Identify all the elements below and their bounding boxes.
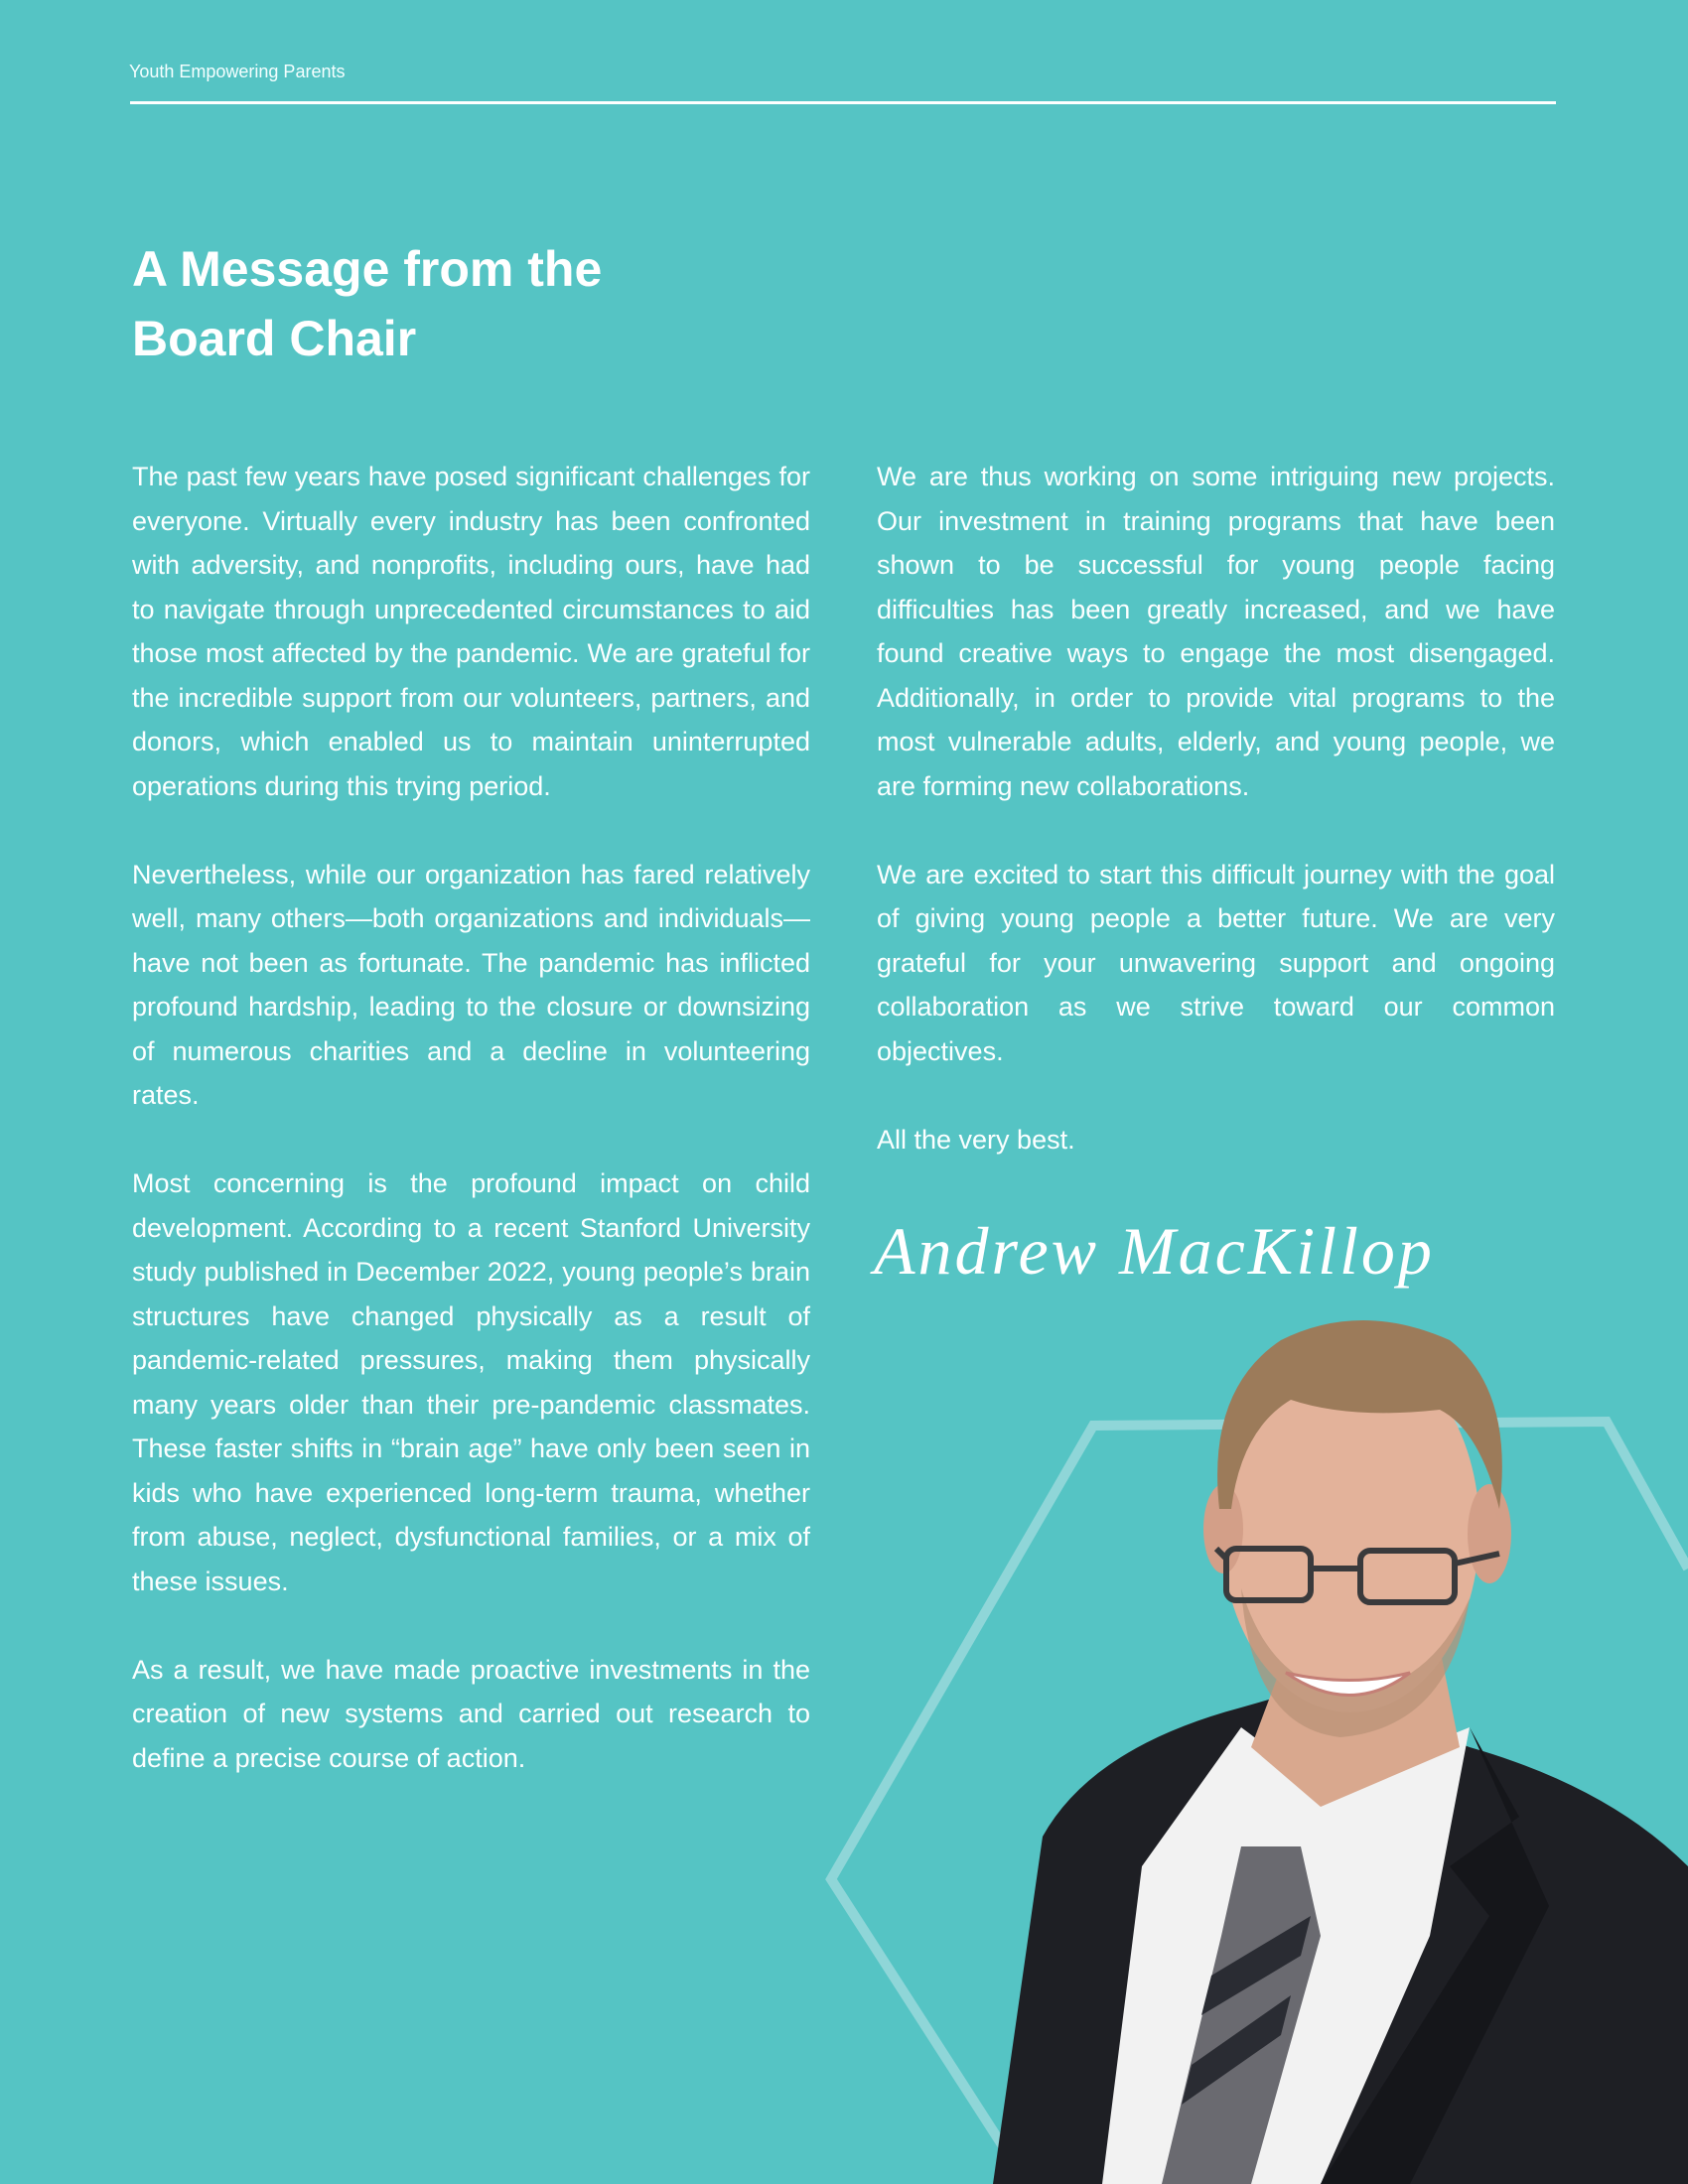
signature: Andrew MacKillop: [874, 1213, 1435, 1289]
publication-header: Youth Empowering Parents: [129, 62, 346, 81]
closing-line: All the very best.: [877, 1124, 1075, 1155]
paragraph: We are excited to start this difficult journey with the goal of giving young people a better future. We are very grateful for your unwavering support and ongoing collaboration as we strive toward our common objectives.: [877, 859, 1555, 1066]
page-title-line2: Board Chair: [132, 311, 417, 366]
page-title: [132, 234, 827, 373]
paragraph: We are thus working on some intriguing new projects. Our investment in training programs that have been shown to be successful for young people facing difficulties has been greatly increased, and we have found creative ways to engage the most disengaged. Additionally, in order to provide vital programs to the most vulnerable adults, elderly, and young people, we are forming new collaborations.: [877, 462, 1555, 801]
paragraph: As a result, we have made proactive investments in the creation of new systems and carried out research to define a precise course of action.: [132, 1654, 810, 1773]
page-title-line1: A Message from the: [132, 241, 603, 297]
left-column: [132, 455, 810, 1825]
paragraph: Most concerning is the profound impact on child development. According to a recent Stanford University study published in December 2022, young people’s brain structures have changed physically as a result of pandemic-related pressures, making them physically many years older than their pre-pandemic classmates. These faster shifts in “brain age” have only been seen in kids who have experienced long-term trauma, whether from abuse, neglect, dysfunctional families, or a mix of these issues.: [132, 1168, 810, 1596]
paragraph: The past few years have posed significant challenges for everyone. Virtually every industry has been confronted with adversity, and nonprofits, including ours, have had to navigate through unprecedented circumstances to aid those most affected by the pandemic. We are grateful for the incredible support from our volunteers, partners, and donors, which enabled us to maintain uninterrupted operations during this trying period.: [132, 462, 810, 801]
paragraph: Nevertheless, while our organization has fared relatively well, many others—both organizations and individuals—have not been as fortunate. The pandemic has inflicted profound hardship, leading to the closure or downsizing of numerous charities and a decline in volunteering rates.: [132, 859, 810, 1110]
right-column: [877, 455, 1555, 1206]
header-divider: [130, 101, 1556, 104]
